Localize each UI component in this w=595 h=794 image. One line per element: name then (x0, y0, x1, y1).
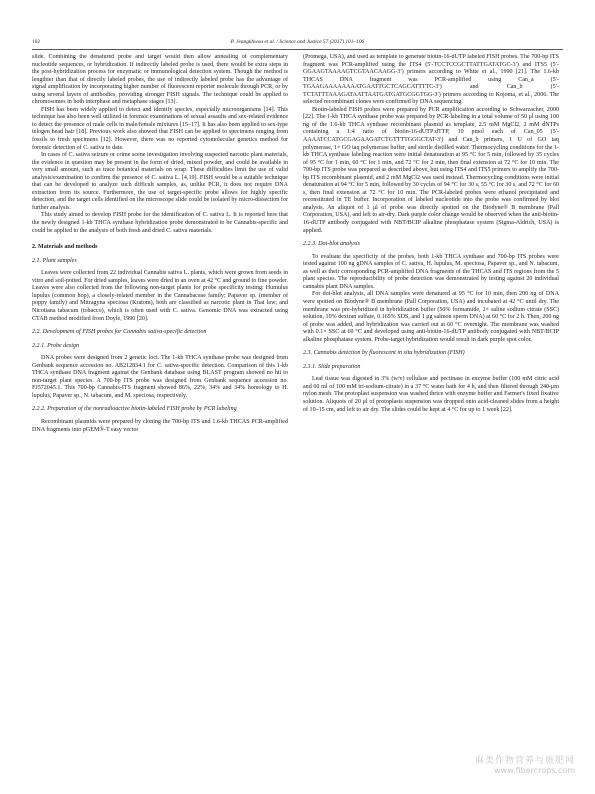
paragraph: (Promega, USA), and used as template to generate biotin-16-dUTP labeled FISH probes. The 700-bp ITS fragment was PCR-amplified using the ITS4 (5′-TCCTCCGCTTATTGATATGC-3′) and ITS5 (5′-GGAAGTAAAAGTCGTAACAAGG-3′) primers according to White et al., 1990 [21]. The 1.6-kb THCAS DNA fragment was PCR-amplified using Can_a (5′-TGAAGAAAAAAAATGAATTGCTCAGCATTTTC-3′) and Can_b (5′-TCTATTTAAAGATAATTAATGATGATGCGGTGG-3′) primers according to Kojoma, et al., 2006. The selected recombinant clones were confirmed by DNA sequencing. (303, 54, 559, 106)
header-rule (32, 49, 563, 50)
left-column (32, 54, 288, 759)
paragraph: slide. Combining the denatured probe and target would then allow annealing of complementary nucleotide sequences, or hybridization. If indirectly labeled probe is used, there would be extra steps in the post-hybridization process for enzymatic or immunological detection system. Though the method is lengthier than that of directly labeled probes, the use of indirectly labeled probe has the advantage of signal amplification by incorporating higher number of fluorescent reporter molecule through PCR, or by using several layers of antibodies, providing stronger FISH signals. The technique could be applied to chromosomes in both interphase and metaphase stages [13]. (32, 54, 288, 106)
paragraph: In cases of C. sativa seizure or crime scene investigation involving suspected narcotic plant materials, the evidence in question may be present in the form of dried, mixed powder, and could be available in very small amount, such as trace botanical materials on wrap. These difficulties limit the use of valid analysis/examination to confirm the presence of C. sativa L. [4,19]. FISH would be a suitable technique that can be developed to analyze such difficult samples, as, unlike PCR, it does not require DNA extraction from its source. Furthermore, the use of target-specific probe allows for highly specific detection, and the target cells identified on the microscope slide could be isolated by micro-dissection for further analysis. (32, 152, 288, 211)
paragraph: FISH has been widely applied to detect and identify species, especially microorganisms [14]. This technique has also been well utilized in forensic examinations of sexual assaults and sex-related evidence to detect the presence of male cells in male/female mixtures [15–17]. It has also been applied to sex-type telogen head hair [18]. Previous work also showed that FISH can be applied to specimens ranging from fossils to fresh specimens [12]. However, there was no reported cytomolecular genetics method for forensic detection of C. sativa to date. (32, 106, 288, 151)
paragraph: Recombinant plasmids were prepared by cloning the 700-bp ITS and 1.6-kb THCAS PCR-amplified DNA fragments into pGEM®-T easy vector (32, 418, 288, 433)
watermark (475, 756, 575, 776)
subsection-heading: 2.1. Plant samples (32, 257, 77, 264)
subsection-heading: 2.2.2. Preparation of the nonradioactive biotin-labeled FISH probe by PCR labeling (32, 406, 237, 413)
watermark-url: www.fibercrops.com (494, 766, 575, 775)
right-column (303, 54, 559, 759)
paragraph: Leaves were collected from 22 individual Cannabis sativa L. plants, which were grown from seeds in vitro and soil-potted. For dried samples, leaves were dried in an oven at 42 °C and ground to fine powder. Leaves were also collected from the following non-target plants for probe specificity testing: Humulus lupulus (common hop), a closely-related member in the Cannabaceae family; Papaver sp. (member of poppy family) and Mitragyna speciosa (Kratom), both are classified as narcotic plant in Thai law; and Nicotiana tabacum (tobacco), which is often used with C. sativa. Genomic DNA was extracted using CTAB method modified from Doyle, 1990 [20]. (32, 270, 288, 322)
subsection-heading: 2.2.3. Dot-blot analysis (303, 241, 360, 248)
page-number: 102 (32, 39, 41, 45)
paragraph: Leaf tissue was digested in 3% (w/v) cellulase and pectinase in enzyme buffer (100 mM citric acid and 60 ml of 100 mM tri-sodium-citrate) in a 37 °C water bath for 4 h, and then filtered through 240-μm nylon mesh. The protoplast suspension was washed thrice with enzyme buffer and Farmer's fixed fixative solution. Aliquots of 20 μl of protoplasts suspension was dropped onto acid-cleaned slides from a height of 10–15 cm, and left to air dry. The slides could be kept at 4 °C for up to 1 week [22]. (303, 376, 559, 413)
paragraph: To evaluate the specificity of the probes, both 1-kb THCA synthase and 700-bp ITS probes were tested against 100 ng gDNA samples of C. sativa, H. lupulus, M. speciosa, Papaver sp., and N. tabacum, as well as their corresponding PCR-amplified DNA fragments of the THCAS and ITS regions from the 5 plant species. The reproducibility of probe detection was demonstrated by testing against 20 individual cannabis plant DNA samples. (303, 253, 559, 290)
subsection-heading: 2.3. Cannabis detection by fluorescent in situ hybridization (FISH) (303, 350, 465, 357)
paragraph: This study aimed to develop FISH probe for the identification of C. sativa L. It is reported here that the newly designed 1-kb THCA synthase hybridization probe demonstrated to be Cannabis-specific and could be applied to the analysis of both fresh and dried C. sativa materials. (32, 212, 288, 234)
paragraph: Biotin-labeled FISH probes were prepared by PCR amplification according to Schwarzacher, 2000 [22]. The 1-kb THCA synthase probe was prepared by PCR-labeling in a total volume of 50 μl using 100 ng of the 1.6-kb THCA synthase recombinant plasmid as template, 2.5 mM MgCl2, 2 mM dNTPs containing a 1:4 ratio of biotin-16-dUTP:dTTP, 10 pmol each of Can_05 (5′-AAAATCCATGCGAGAAGATCTGTTTTGGGCTAT-3′) and Can_b primers, 1 U of GO taq polymerase, 1× GO taq polymerase buffer, and sterile distilled water. Thermocycling conditions for the 1-kb THCA synthase labeling reaction were initial denaturation at 95 °C for 5 min, followed by 35 cycles of 95 °C for 1 min, 60 °C for 1 min, and 72 °C for 2 min, then final extension at 72 °C for 10 min. The 700-bp ITS probe was prepared as described above, but using ITS4 and ITS5 primers to amplify the 700-bp ITS recombinant plasmid, and 2 mM MgCl2 was used instead. Thermocycling conditions were initial denaturation at 94 °C for 5 min, followed by 30 cycles of 94 °C for 30 s, 55 °C for 30 s, and 72 °C for 60 s, then final extension at 72 °C for 10 min. The PCR-labeled probes were ethanol precipitated and reconstituted in TE buffer. Incorporation of labeled nucleotide into the probe was confirmed by blot analysis. An aliquot of 1 μl of probe was directly spotted on the Biodyne® B membrane (Pall Corporation, USA), and left to air-dry. Dark purple color change would be observed when the anti-biotin-16-dUTP antibody conjugated with NBT/BCIP alkaline phosphatase system (Sigma-Aldrich, USA) is applied. (303, 106, 559, 234)
watermark-title: 麻类作物营养与施肥网 (474, 756, 575, 766)
paragraph: For dot-blot analysis, all DNA samples were denatured at 95 °C for 10 min, then 200 ng of DNA were spotted on Biodyne® B membrane (Pall Corporation, USA) and incubated at 42 °C until dry. The membrane was pre-hybridized in hybridization buffer (50% formamide, 2× saline sodium citrate (SSC) solution, 10% dextran sulfate, 0.165% SDS, and 1 μg salmon sperm DNA) at 60 °C for 2 h. Then, 200 ng of probe was added, and hybridization was carried out at 60 °C overnight. The membrane was washed with 0.1× SSC at 60 °C and developed using anti-biotin-16-dUTP antibody conjugated with NBT/BCIP alkaline phosphatase system. Probe-target hybridization would result in dark purple spot color. (303, 291, 559, 343)
subsection-heading: 2.2. Development of FISH probes for Cannabis sativa-specific detection (32, 329, 207, 336)
subsection-heading: 2.3.1. Slide preparation (303, 363, 361, 370)
paragraph: DNA probes were designed from 2 genetic loci. The 1-kb THCA synthase probe was designed from Genbank sequence accession no. AB212834.1 for C. sativa-specific detection. Comparison of this 1-kb THCA synthase DNA fragment against the Genbank database using BLAST program showed no hit to non-target plant species. A 700-bp ITS probe was designed from Genbank sequence accession no. FJ572045.1. This 700-bp Cannabis-ITS fragment showed 86%, 22%, 34% and 34% homology to H. lupulus, Papaver sp., N. tabacum, and M. speciosa, respectively. (32, 355, 288, 399)
section-heading: 2. Materials and methods (32, 244, 98, 251)
subsection-heading: 2.2.1. Probe design (32, 342, 79, 349)
journal-reference: P. Jeangkhwoa et al. / Science and Justice 57 (2017) 101–106 (230, 39, 365, 45)
page-header (32, 36, 563, 48)
